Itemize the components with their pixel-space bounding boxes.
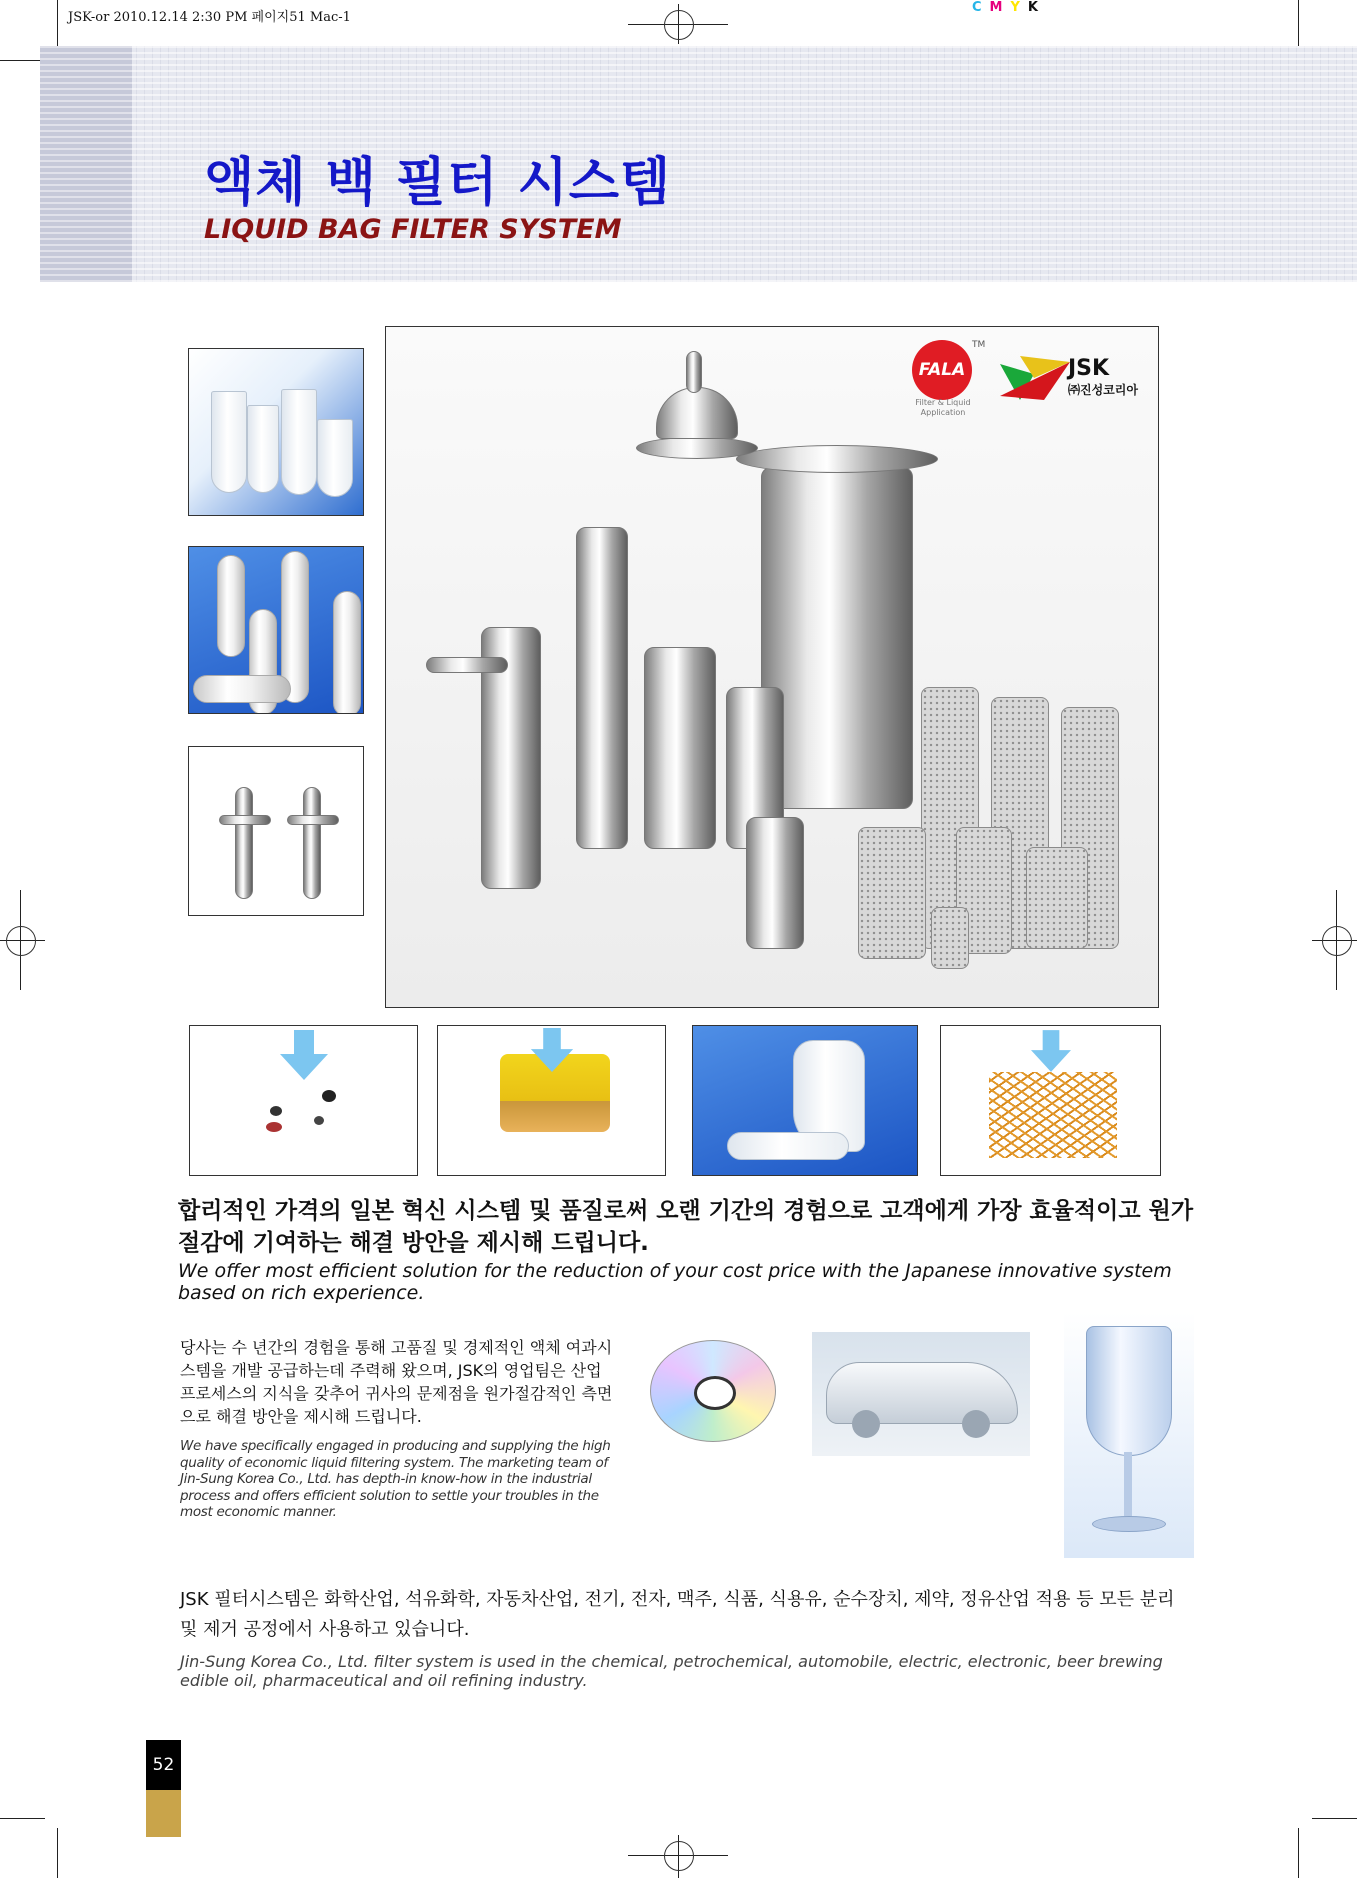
reg-mark-bottom-circle: [664, 1841, 694, 1871]
crop-mark-top-right-v: [1298, 0, 1299, 50]
large-housing-lid: [736, 445, 938, 473]
reg-mark-left-circle: [6, 926, 36, 956]
crop-mark-bottom-left-v: [57, 1828, 58, 1878]
print-slug: JSK-or 2010.12.14 2:30 PM 페이지51 Mac-1: [68, 10, 351, 25]
cmyk-m: M: [989, 0, 1011, 15]
fiber-mesh: [989, 1072, 1117, 1158]
cmyk-k: K: [1027, 0, 1046, 15]
crop-mark-bottom-right-h: [1312, 1818, 1357, 1819]
housing-pipe-shape: [287, 815, 339, 825]
applications-english: Jin-Sung Korea Co., Ltd. filter system is used in the chemical, petrochemical, automobile, electric, electronic, beer brewing edible oil, pharmaceutical and oil refining industry.: [180, 1652, 1163, 1690]
lid-housing-top: [656, 387, 738, 439]
mesh-basket: [931, 907, 969, 969]
cd-hub: [694, 1376, 736, 1410]
housing-shape: [303, 787, 321, 899]
lid-housing-handle: [686, 351, 702, 393]
particle: [270, 1106, 282, 1116]
water-glass-photo: [1064, 1312, 1194, 1558]
arrow-down-icon: [280, 1030, 328, 1080]
mid-housing: [644, 647, 716, 849]
arrow-down-icon: [530, 1028, 574, 1072]
cartridge-shape: [217, 555, 245, 657]
jsk-company-name: ㈜진성코리아: [1068, 383, 1138, 397]
particle: [322, 1090, 336, 1102]
filter-bag-shape: [211, 391, 247, 493]
product-lineup-photo: [385, 326, 1159, 1008]
filter-bag-shape: [317, 419, 353, 497]
glass-stem: [1124, 1452, 1132, 1516]
page-tab-accent: [146, 1790, 181, 1837]
cmyk-y: Y: [1010, 0, 1028, 15]
crop-mark-top-left-v: [57, 0, 58, 50]
tall-housing: [576, 527, 628, 849]
small-housing: [746, 817, 804, 949]
car-body-photo: [812, 1332, 1030, 1456]
glass-bowl: [1086, 1326, 1172, 1456]
crop-mark-top-left-h: [0, 60, 45, 61]
body-text-english: We have specifically engaged in producing and supplying the high quality of economic liquid filtering system. The marketing team of Jin-Sung Korea Co., Ltd. has depth-in know-how in the industrial process and offers efficient solution to settle your troubles in the most economic manner.: [180, 1438, 611, 1520]
particle: [314, 1116, 324, 1125]
particle: [266, 1122, 282, 1132]
fala-trademark: TM: [972, 340, 986, 350]
jsk-logo-text: JSK: [1068, 356, 1110, 381]
headline-korean: 합리적인 가격의 일본 혁신 시스템 및 품질로써 오랜 기간의 경험으로 고객에게 가장 효율적이고 원가절감에 기여하는 해결 방안을 제시해 드립니다.: [178, 1198, 1194, 1256]
body-text-korean: 당사는 수 년간의 경험을 통해 고품질 및 경제적인 액체 여과시스템을 개발 공급하는데 주력해 왔으며, JSK의 영업팀은 산업 프로세스의 지식을 갖추어 귀사의 문제점을 원가절감적인 측면으로 해결 방안을 제시해 드립니다.: [180, 1338, 613, 1426]
reg-mark-right-circle: [1322, 926, 1352, 956]
page-title-korean: 액체 백 필터 시스템: [204, 153, 672, 213]
filter-cartridges-photo: [188, 546, 364, 714]
cmyk-c: C: [972, 0, 990, 15]
cmyk-marks: [972, 0, 1046, 15]
page-number: 52: [146, 1740, 181, 1790]
fiber-media-photo: [940, 1025, 1161, 1176]
housing-pipe-shape: [219, 815, 271, 825]
fala-tagline: Filter & Liquid Application: [915, 398, 971, 417]
crop-mark-bottom-right-v: [1298, 1828, 1299, 1878]
bag-media-photo: [692, 1025, 918, 1176]
filter-bag-shape: [247, 405, 279, 493]
filter-bags-photo: [188, 348, 364, 516]
mesh-basket: [858, 827, 926, 959]
mesh-basket: [1026, 847, 1088, 949]
headline-english: We offer most efficient solution for the reduction of your cost price with the Japanese innovative system based on rich experience.: [178, 1260, 1172, 1304]
car-wheel: [962, 1410, 990, 1438]
jsk-logo-mark-icon: [1000, 356, 1070, 400]
glass-foot: [1092, 1516, 1166, 1532]
header-band-accent: [40, 46, 132, 282]
filter-bag-shape: [281, 389, 317, 495]
filter-bag-shape: [727, 1132, 849, 1160]
car-wheel: [852, 1410, 880, 1438]
crop-mark-bottom-left-h: [0, 1818, 45, 1819]
depth-filter-media-photo: [437, 1025, 666, 1176]
reg-mark-top-circle: [664, 10, 694, 40]
page-title-english: LIQUID BAG FILTER SYSTEM: [204, 214, 622, 245]
inlet-pipe: [426, 657, 508, 673]
cartridge-shape: [333, 591, 361, 714]
applications-korean: JSK 필터시스템은 화학산업, 석유화학, 자동차산업, 전기, 전자, 맥주, 식품, 식용유, 순수장치, 제약, 정유산업 적용 등 모든 분리 및 제거 공정에서 사용하고 있습니다.: [180, 1589, 1175, 1640]
housing-shape: [235, 787, 253, 899]
filter-housings-photo: [188, 746, 364, 916]
particles-photo: [189, 1025, 418, 1176]
fala-logo: FALA: [912, 340, 972, 400]
arrow-down-icon: [1031, 1028, 1071, 1074]
cartridge-shape: [193, 675, 291, 703]
cd-disc-photo: [642, 1334, 784, 1452]
lid-housing-body: [636, 437, 758, 459]
